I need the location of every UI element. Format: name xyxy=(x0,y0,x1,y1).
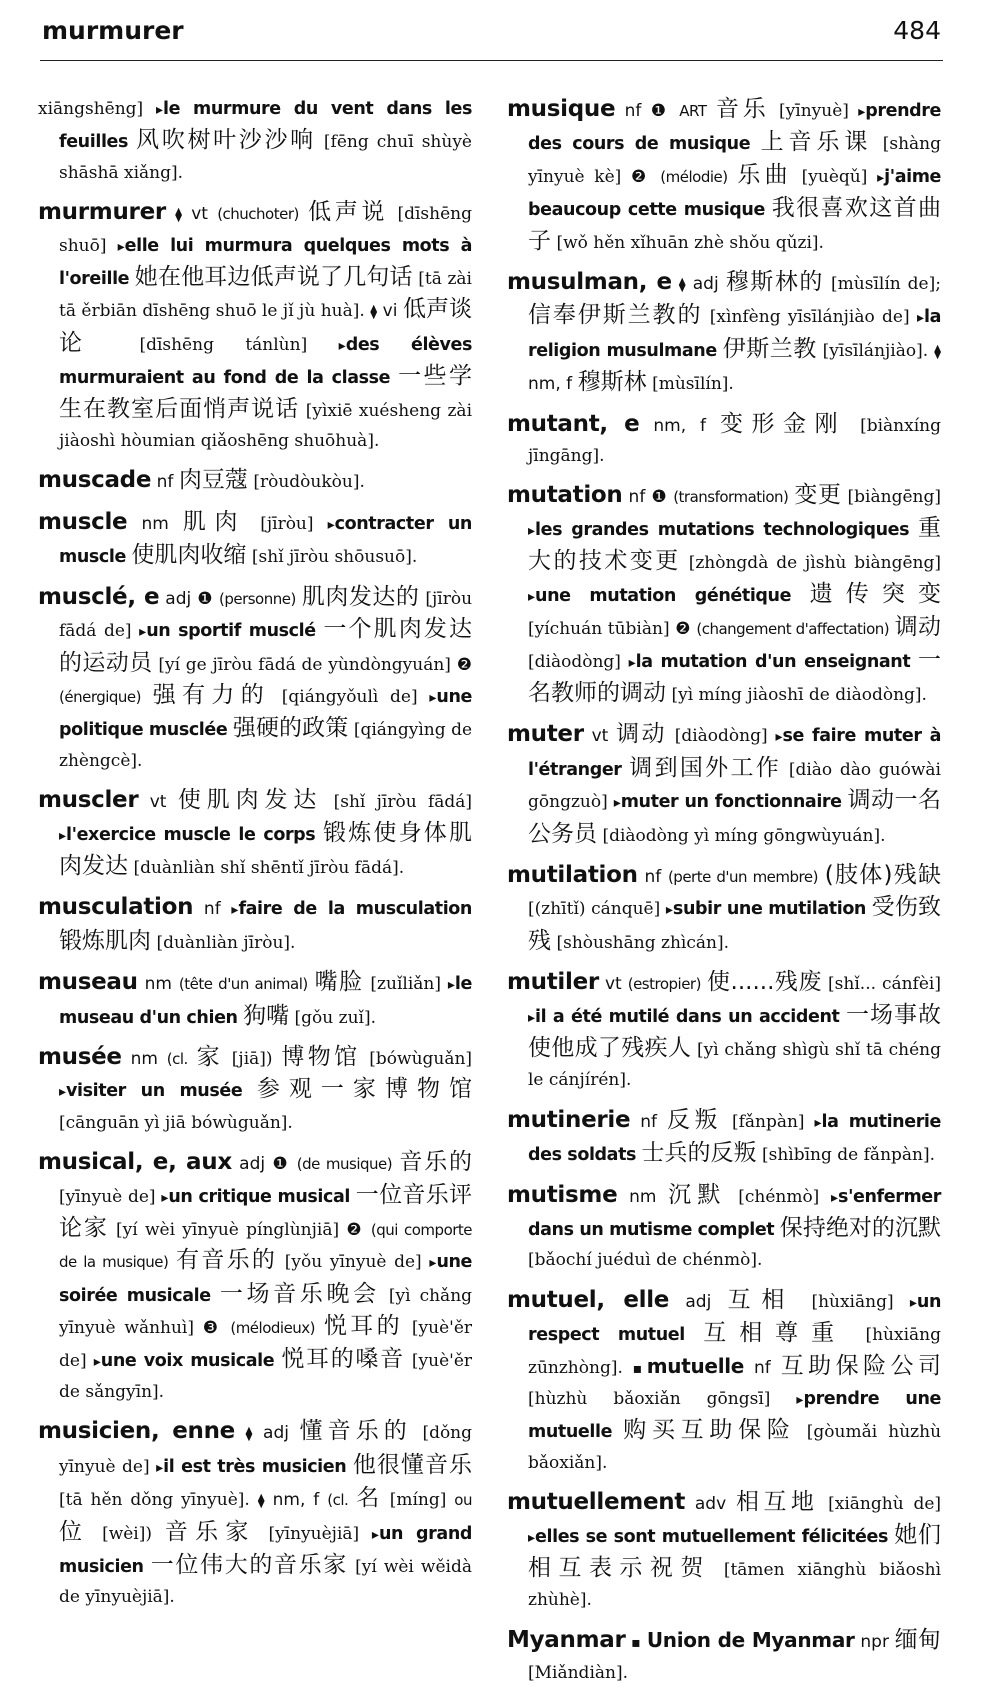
entry-musical: musical, e, aux adj ❶ (de musique) 音乐的 [yīnyuè de] ▸un critique musical 一位音乐评论家 [yí wèi yīnyuè pínglùnjiā] ❷ (qui comporte de la musique) 有音乐的 [yǒu yīnyuè de] ▸une soirée musicale 一场音乐晚会 [yì chǎng yīnyuè wǎnhuì] ❸ (mélodieux) 悦耳的 [yuè'ěr de] ▸une voix musicale 悦耳的嗓音 [yuè'ěr de sǎngyīn]. xyxy=(38,1149,473,1403)
guide-word: murmurer xyxy=(42,16,184,45)
entry-mutuellement: mutuellement adv 相互地 [xiānghù de] ▸elles se sont mutuellement félicitées 她们相互表示祝贺 [tāmen xiānghù biǎoshì zhùhè]. xyxy=(507,1489,942,1611)
entry-musique: musique nf ❶ ART 音乐 [yīnyuè] ▸prendre des cours de musique 上音乐课 [shàng yīnyuè kè] ❷ (mélodie) 乐曲 [yuèqǔ] ▸j'aime beaucoup cette musique 我很喜欢这首曲子 [wǒ hěn xǐhuān zhè shǒu qǔzi]. xyxy=(507,96,942,254)
entry-mutilation: mutilation nf (perte d'un membre) (肢体)残缺 [(zhītǐ) cánquē] ▸subir une mutilation 受伤致残 [shòushāng zhìcán]. xyxy=(507,861,942,954)
page-header xyxy=(40,14,943,61)
entry-musee: musée nm (cl. 家 [jiā]) 博物馆 [bówùguǎn] ▸visiter un musée 参观一家博物馆 [cānguān yì jiā bówùguǎn]. xyxy=(38,1043,473,1133)
page-number: 484 xyxy=(893,16,941,45)
sense-marker: ⧫ xyxy=(175,207,183,224)
entry-mutinerie: mutinerie nf 反叛 [fǎnpàn] ▸la mutinerie des soldats 士兵的反叛 [shìbīng de fǎnpàn]. xyxy=(507,1106,942,1167)
entry-mutiler: mutiler vt (estropier) 使......残废 [shǐ... cánfèi] ▸il a été mutilé dans un accident 一场事故使他成了残疾人 [yì chǎng shìgù shǐ tā chéng le cánjírén]. xyxy=(507,969,942,1091)
entry-muter: muter vt 调动 [diàodòng] ▸se faire muter à l'étranger 调到国外工作 [diào dào guówài gōngzuò] ▸muter un fonctionnaire 调动一名公务员 [diàodòng yì míng gōngwùyuán]. xyxy=(507,721,942,847)
entry-muscler: muscler vt 使肌肉发达 [shǐ jīròu fādá] ▸l'exercice muscle le corps 锻炼使身体肌肉发达 [duànliàn shǐ shēntǐ jīròu fādá]. xyxy=(38,787,473,879)
entry-musulman: musulman, e ⧫ adj 穆斯林的 [mùsīlín de]; 信奉伊斯兰教的 [xìnfèng yīsīlánjiào de] ▸la religion musulmane 伊斯兰教 [yīsīlánjiào]. ⧫ nm, f 穆斯林 [mùsīlín]. xyxy=(507,269,942,396)
entry-mutisme: mutisme nm 沉默 [chénmò] ▸s'enfermer dans un mutisme complet 保持绝对的沉默 [bǎochí juéduì de chénmò]. xyxy=(507,1181,941,1271)
entry-muscade: muscade nf 肉豆蔻 [ròudòukòu]. xyxy=(38,467,365,494)
entry-mutation: mutation nf ❶ (transformation) 变更 [biàngēng] ▸les grandes mutations technologiques 重大的技术变更 [zhòngdà de jìshù biàngēng] ▸une mutation génétique 遗传突变 [yíchuán tūbiàn] ❷ (changement d'affectation) 调动 [diàodòng] ▸la mutation d'un enseignant 一名教师的调动 [yì míng jiàoshī de diàodòng]. xyxy=(507,482,942,706)
left-column xyxy=(38,94,472,1622)
entry-musculation: musculation nf ▸faire de la musculation 锻炼肌肉 [duànliàn jīròu]. xyxy=(38,894,472,954)
entry-musicien: musicien, enne ⧫ adj 懂音乐的 [dǒng yīnyuè de] ▸il est très musicien 他很懂音乐 [tā hěn dǒng yīnyuè]. ⧫ nm, f (cl. 名 [míng] ou 位 [wèi]) 音乐家 [yīnyuèjiā] ▸un grand musicien 一位伟大的音乐家 [yí wèi wěidà de yīnyuèjiā]. xyxy=(38,1418,473,1608)
entry-museau: museau nm (tête d'un animal) 嘴脸 [zuǐliǎn] ▸le museau d'un chien 狗嘴 [gǒu zuǐ]. xyxy=(38,969,472,1029)
entry-mutant: mutant, e nm, f 变形金刚 [biànxíng jīngāng]. xyxy=(507,410,941,467)
entry-myanmar: Myanmar ▪ Union de Myanmar npr 缅甸 [Miǎndiàn]. xyxy=(507,1626,941,1684)
entry-murmure-continued: xiāngshēng] ▸le murmure du vent dans les feuilles 风吹树叶沙沙响 [fēng chuī shùyè shāshā xiǎng]. xyxy=(38,99,472,183)
entry-muscle-adj: musclé, e adj ❶ (personne) 肌肉发达的 [jīròu fādá de] ▸un sportif musclé 一个肌肉发达的运动员 [yí ge jīròu fādá de yùndòngyuán] ❷ (énergique) 强有力的 [qiángyǒulì de] ▸une politique musclée 强硬的政策 [qiángyìng de zhèngcè]. xyxy=(38,583,473,771)
right-column xyxy=(507,94,941,1698)
entry-murmurer: murmurer ⧫ vt (chuchoter) 低声说 [dīshēng shuō] ▸elle lui murmura quelques mots à l'oreille 她在他耳边低声说了几句话 [tā zài tā ěrbiān dīshēng shuō le jǐ jù huà]. ⧫ vi 低声谈论 [dīshēng tánlùn] ▸des élèves murmuraient au fond de la classe 一些学生在教室后面悄声说话 [yìxiē xuésheng zài jiàoshì hòumian qiǎoshēng shuōhuà]. xyxy=(38,199,473,452)
example-marker: ▸ xyxy=(155,102,163,118)
entry-muscle: muscle nm 肌肉 [jīròu] ▸contracter un muscle 使肌肉收缩 [shǐ jīròu shōusuō]. xyxy=(38,508,472,569)
entry-mutuel: mutuel, elle adj 互相 [hùxiāng] ▸un respect mutuel 互相尊重 [hùxiāng zūnzhòng]. ▪mutuelle nf 互助保险公司 [hùzhù bǎoxiǎn gōngsī] ▸prendre une mutuelle 购买互助保险 [gòumǎi hùzhù bǎoxiǎn]. xyxy=(507,1286,942,1473)
